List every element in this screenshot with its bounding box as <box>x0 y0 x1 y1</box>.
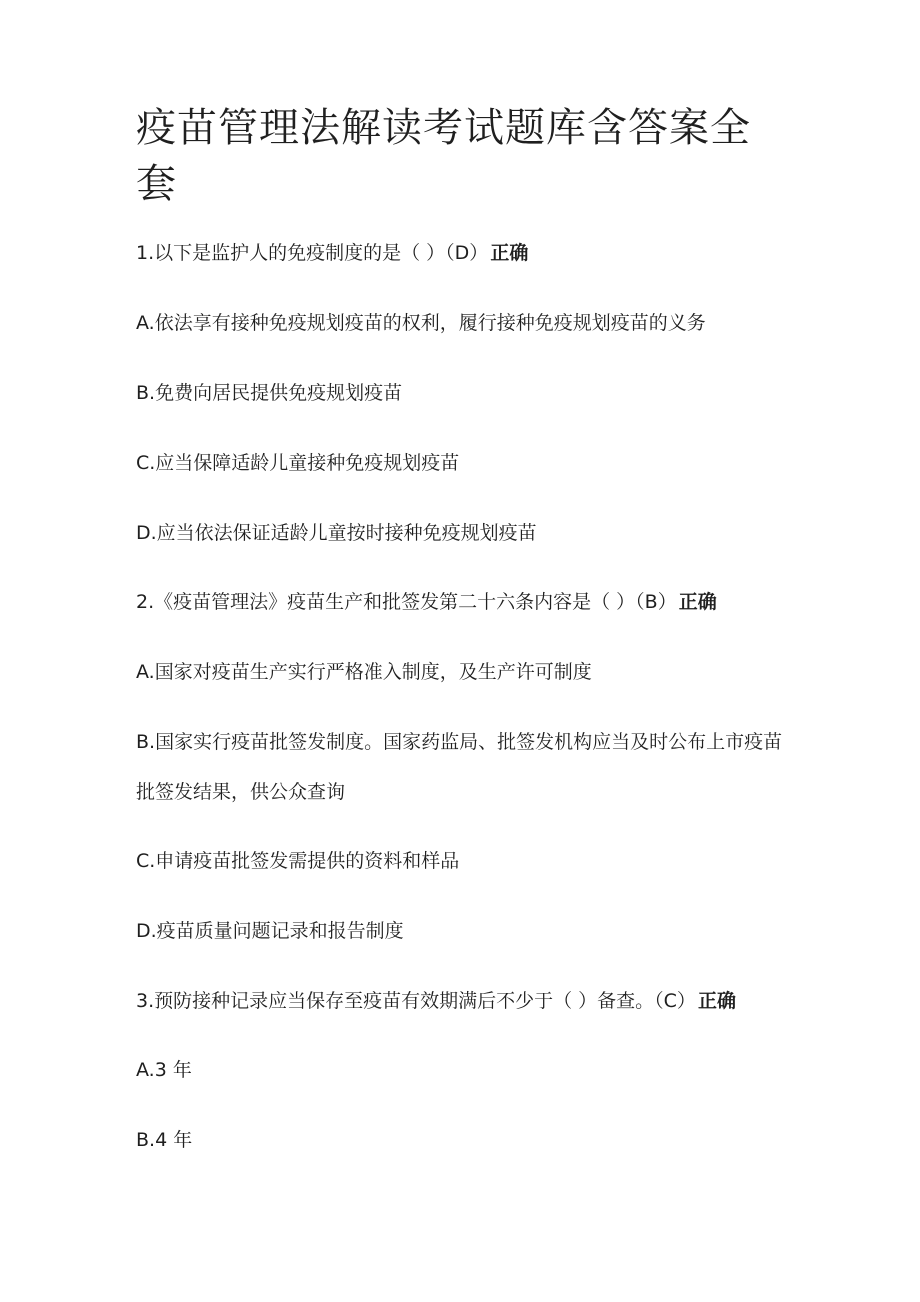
document-title: 疫苗管理法解读考试题库含答案全套 <box>136 105 751 207</box>
question-stem <box>136 976 796 1026</box>
option-item: B.国家实行疫苗批签发制度。国家药监局、批签发机构应当及时公布上市疫苗批签发结果，供公众查询 <box>136 731 783 803</box>
option-item: A.国家对疫苗生产实行严格准入制度，及生产许可制度 <box>136 661 592 683</box>
question-text: 3.预防接种记录应当保存至疫苗有效期满后不少于（ ）备查。（C） <box>136 990 696 1012</box>
question-stem <box>136 577 796 627</box>
option-item: C.申请疫苗批签发需提供的资料和样品 <box>136 850 460 872</box>
option-item: D.应当依法保证适龄儿童按时接种免疫规划疫苗 <box>136 522 537 544</box>
option-item: C.应当保障适龄儿童接种免疫规划疫苗 <box>136 452 460 474</box>
option-item: A.依法享有接种免疫规划疫苗的权利，履行接种免疫规划疫苗的义务 <box>136 312 706 334</box>
question-stem <box>136 228 796 278</box>
option-item: B.4 年 <box>136 1129 193 1151</box>
question-text: 2.《疫苗管理法》疫苗生产和批签发第二十六条内容是（ ）（B） <box>136 591 677 613</box>
option-item: A.3 年 <box>136 1059 192 1081</box>
option-item: D.疫苗质量问题记录和报告制度 <box>136 920 404 942</box>
option-item: B.免费向居民提供免疫规划疫苗 <box>136 382 403 404</box>
answer-verdict: 正确 <box>697 990 736 1012</box>
question-text: 1.以下是监护人的免疫制度的是（ ）（D） <box>136 242 489 264</box>
answer-verdict: 正确 <box>678 591 717 613</box>
answer-verdict: 正确 <box>490 242 529 264</box>
